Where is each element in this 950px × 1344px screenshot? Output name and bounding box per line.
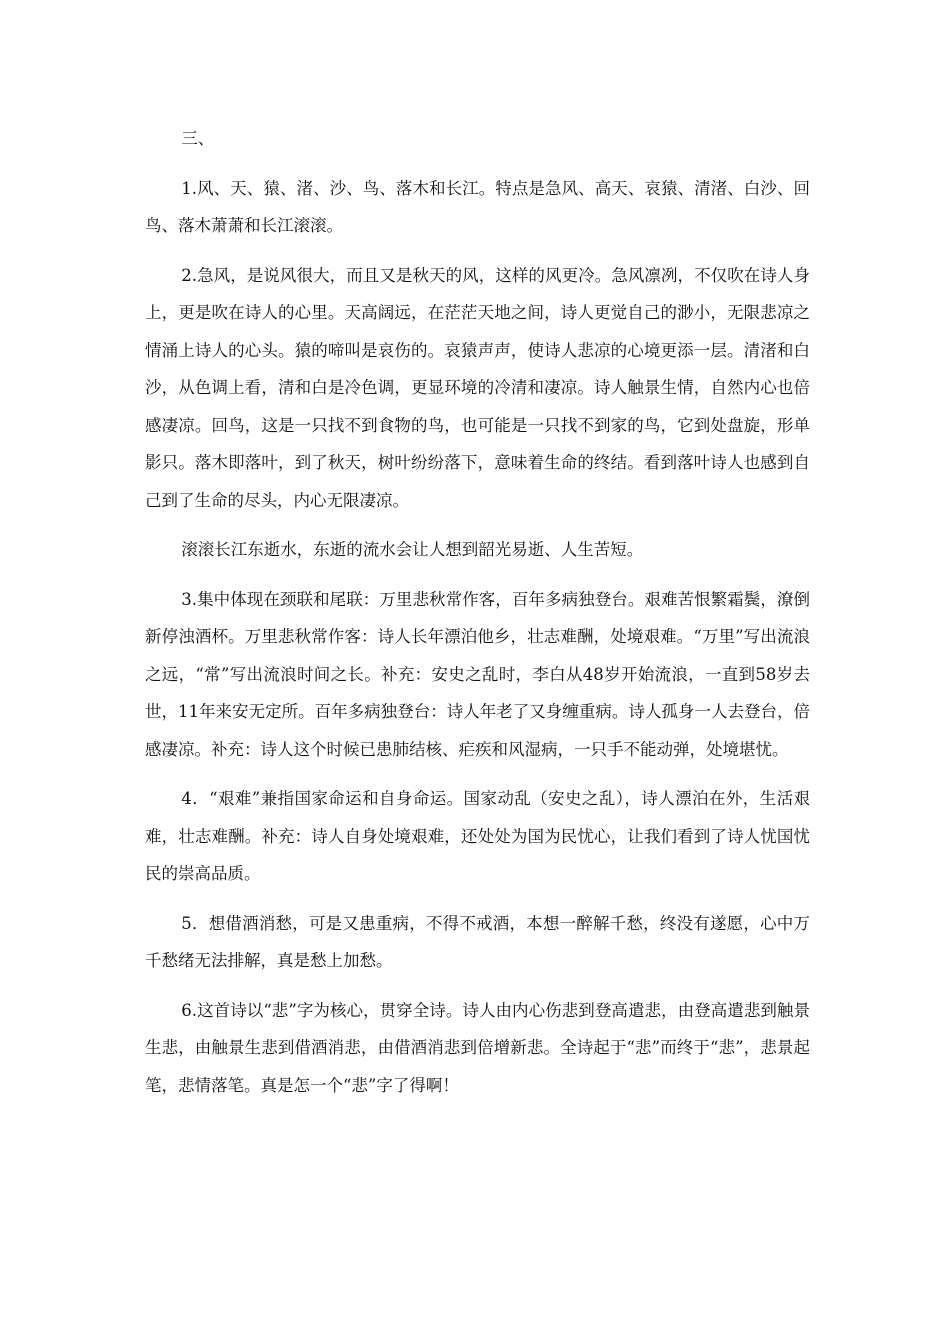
section-heading: 三、 [181, 129, 215, 148]
answer-paragraph-4: 4．“艰难”兼指国家命运和自身命运。国家动乱（安史之乱），诗人漂泊在外，生活艰难，壮志难酬。补充：诗人自身处境艰难，还处处为国为民忧心，让我们看到了诗人忧国忧民的崇高品质。 [145, 789, 810, 883]
document-body [145, 120, 810, 1116]
answer-paragraph-2-continued: 滚滚长江东逝水，东逝的流水会让人想到韶光易逝、人生苦短。 [181, 540, 644, 559]
answer-paragraph-5: 5．想借酒消愁，可是又患重病，不得不戒酒，本想一醉解千愁，终没有遂愿，心中万千愁绪无法排解，真是愁上加愁。 [145, 913, 810, 970]
answer-paragraph-6: 6.这首诗以“悲”字为核心，贯穿全诗。诗人由内心伤悲到登高遣悲，由登高遣悲到触景生悲，由触景生悲到借酒消悲，由借酒消悲到倍增新悲。全诗起于“悲”而终于“悲”，悲景起笔，悲情落笔。真是怎一个“悲”字了得啊！ [145, 1000, 810, 1095]
answer-paragraph-1: 1.风、天、猿、渚、沙、鸟、落木和长江。特点是急风、高天、哀猿、清渚、白沙、回鸟、落木萧萧和长江滚滚。 [145, 178, 810, 235]
answer-paragraph-2: 2.急风，是说风很大，而且又是秋天的风，这样的风更冷。急风凛冽，不仅吹在诗人身上，更是吹在诗人的心里。天高阔远，在茫茫天地之间，诗人更觉自己的渺小，无限悲凉之情涌上诗人的心头。猿的啼叫是哀伤的。哀猿声声，使诗人悲凉的心境更添一层。清渚和白沙，从色调上看，清和白是冷色调，更显环境的冷清和凄凉。诗人触景生情，自然内心也倍感凄凉。回鸟，这是一只找不到食物的鸟，也可能是一只找不到家的鸟，它到处盘旋，形单影只。落木即落叶，到了秋天，树叶纷纷落下，意味着生命的终结。看到落叶诗人也感到自己到了生命的尽头，内心无限凄凉。 [145, 265, 810, 510]
answer-paragraph-3: 3.集中体现在颈联和尾联：万里悲秋常作客，百年多病独登台。艰难苦恨繁霜鬓，潦倒新停浊酒杯。万里悲秋常作客：诗人长年漂泊他乡，壮志难酬，处境艰难。“万里”写出流浪之远，“常”写出流浪时间之长。补充：安史之乱时，李白从48岁开始流浪，一直到58岁去世，11年来安无定所。百年多病独登台：诗人年老了又身缠重病。诗人孤身一人去登台，倍感凄凉。补充：诗人这个时候已患肺结核、疟疾和风湿病，一只手不能动弹，处境堪忧。 [145, 589, 810, 759]
